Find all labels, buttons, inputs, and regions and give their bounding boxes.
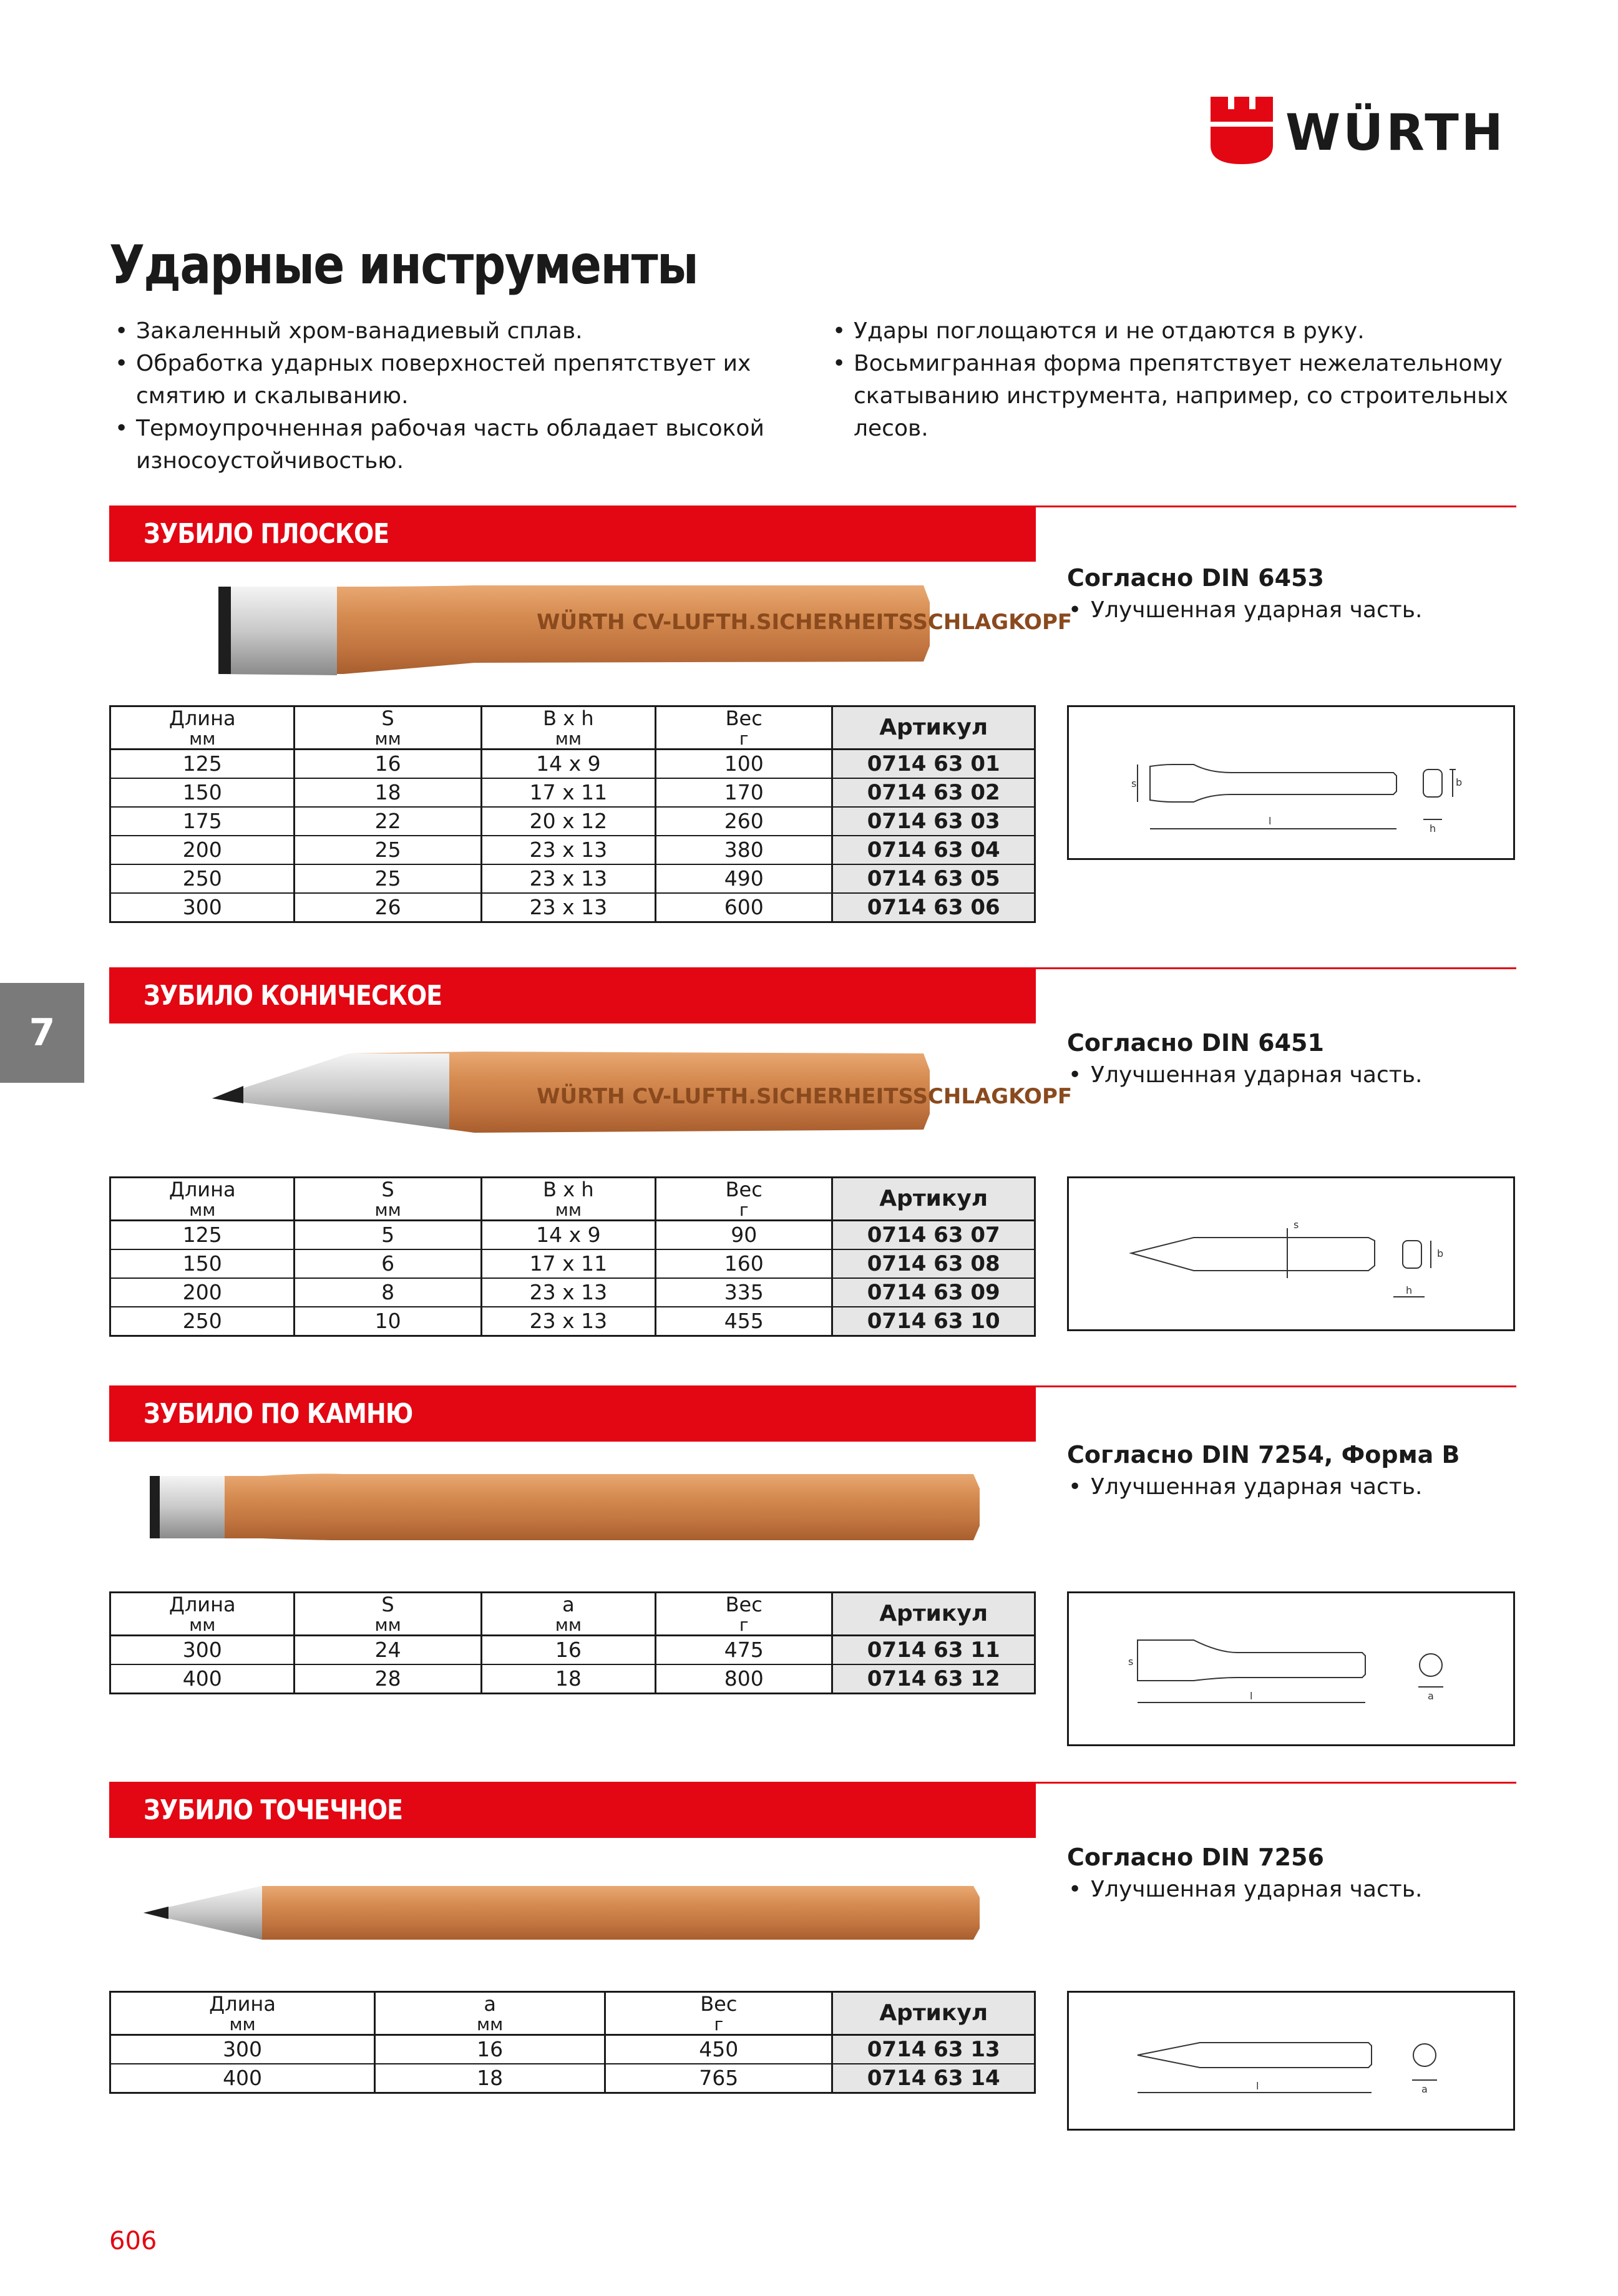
standard-title: Согласно DIN 6453 xyxy=(1067,564,1324,592)
section-title: ЗУБИЛО ПО КАМНЮ xyxy=(144,1398,413,1430)
standard-info xyxy=(1067,1027,1516,1092)
article-number: 0714 63 13 xyxy=(832,2035,1035,2064)
col-s: S мм xyxy=(295,706,481,750)
intro-features-left xyxy=(112,315,805,477)
article-number: 0714 63 06 xyxy=(832,893,1035,922)
col-weight: Вес г xyxy=(656,1178,832,1221)
cone-chisel-image xyxy=(206,1036,1073,1148)
svg-text:a: a xyxy=(1428,1690,1434,1702)
article-number: 0714 63 04 xyxy=(832,836,1035,864)
section-title: ЗУБИЛО КОНИЧЕСКОЕ xyxy=(144,980,442,1012)
table-row: 400 28 18 800 0714 63 12 xyxy=(110,1664,1035,1694)
standard-info xyxy=(1067,1439,1516,1503)
svg-text:s: s xyxy=(1131,778,1137,789)
page-title: Ударные инструменты xyxy=(109,234,698,296)
standard-title: Согласно DIN 6451 xyxy=(1067,1029,1324,1057)
wurth-logo xyxy=(1211,97,1523,165)
article-number: 0714 63 05 xyxy=(832,864,1035,893)
svg-text:l: l xyxy=(1256,2080,1259,2092)
article-number: 0714 63 02 xyxy=(832,778,1035,807)
svg-text:l: l xyxy=(1250,1690,1253,1702)
section-divider xyxy=(1036,967,1516,969)
col-length: Длина мм xyxy=(110,1992,375,2035)
table-row: 400 18 765 0714 63 14 xyxy=(110,2064,1035,2093)
section-divider xyxy=(1036,506,1516,507)
col-length: Длина мм xyxy=(110,1593,295,1636)
section-divider xyxy=(1036,1782,1516,1784)
section-header-cone-chisel xyxy=(109,967,1036,1023)
col-article: Артикул xyxy=(832,706,1035,750)
feature-item: • Удары поглощаются и не отдаются в руку. xyxy=(830,315,1516,348)
engraving-text: WÜRTH CV-LUFTH.SICHERHEITSSCHLAGKOPF xyxy=(537,610,1073,635)
section-title: ЗУБИЛО ТОЧЕЧНОЕ xyxy=(144,1794,403,1826)
article-number: 0714 63 14 xyxy=(832,2064,1035,2093)
table-row: 150 6 17 x 11 160 0714 63 08 xyxy=(110,1249,1035,1278)
svg-text:l: l xyxy=(1269,815,1272,827)
table-row: 300 24 16 475 0714 63 11 xyxy=(110,1636,1035,1665)
svg-text:b: b xyxy=(1456,776,1463,788)
wurth-logo-icon xyxy=(1211,97,1273,164)
page-number: 606 xyxy=(109,2227,157,2255)
col-weight: Вес г xyxy=(656,1593,832,1636)
dimension-drawing-cone-chisel xyxy=(1067,1176,1515,1331)
brand-name: WÜRTH xyxy=(1285,104,1506,162)
col-bxh: B x h мм xyxy=(481,706,655,750)
standard-feature: • Улучшенная ударная часть. xyxy=(1067,1471,1516,1503)
article-number: 0714 63 03 xyxy=(832,807,1035,836)
chapter-tab[interactable]: 7 xyxy=(0,983,84,1083)
svg-text:s: s xyxy=(1128,1656,1134,1668)
table-header-row xyxy=(110,1593,1035,1636)
table-row: 250 10 23 x 13 455 0714 63 10 xyxy=(110,1307,1035,1336)
table-row: 300 26 23 x 13 600 0714 63 06 xyxy=(110,893,1035,922)
svg-text:h: h xyxy=(1430,823,1436,834)
standard-feature: • Улучшенная ударная часть. xyxy=(1067,594,1516,627)
article-number: 0714 63 12 xyxy=(832,1664,1035,1694)
col-length: Длина мм xyxy=(110,706,295,750)
table-row: 200 8 23 x 13 335 0714 63 09 xyxy=(110,1278,1035,1307)
standard-feature: • Улучшенная ударная часть. xyxy=(1067,1059,1516,1092)
table-row: 125 16 14 x 9 100 0714 63 01 xyxy=(110,750,1035,779)
standard-title: Согласно DIN 7256 xyxy=(1067,1844,1324,1871)
article-number: 0714 63 08 xyxy=(832,1249,1035,1278)
section-title: ЗУБИЛО ПЛОСКОЕ xyxy=(144,518,389,550)
table-row: 200 25 23 x 13 380 0714 63 04 xyxy=(110,836,1035,864)
standard-title: Согласно DIN 7254, Форма B xyxy=(1067,1441,1460,1468)
col-article: Артикул xyxy=(832,1992,1035,2035)
col-bxh: B x h мм xyxy=(481,1178,655,1221)
dimension-drawing-flat-chisel xyxy=(1067,705,1515,860)
svg-text:b: b xyxy=(1437,1248,1444,1259)
feature-item: • Закаленный хром-ванадиевый сплав. xyxy=(112,315,805,348)
col-a: a мм xyxy=(375,1992,605,2035)
section-header-flat-chisel xyxy=(109,506,1036,562)
svg-text:h: h xyxy=(1406,1284,1413,1296)
table-row: 150 18 17 x 11 170 0714 63 02 xyxy=(110,778,1035,807)
col-s: S мм xyxy=(295,1593,481,1636)
table-header-row xyxy=(110,706,1035,750)
article-number: 0714 63 11 xyxy=(832,1636,1035,1665)
table-row: 125 5 14 x 9 90 0714 63 07 xyxy=(110,1221,1035,1250)
section-header-stone-chisel xyxy=(109,1385,1036,1442)
standard-info xyxy=(1067,1841,1516,1906)
article-number: 0714 63 09 xyxy=(832,1278,1035,1307)
spec-table-point-chisel xyxy=(109,1991,1036,2094)
feature-item: • Восьмигранная форма препятствует нежелательному скатыванию инструмента, например, со строительных лесов. xyxy=(830,348,1516,445)
svg-text:s: s xyxy=(1294,1219,1299,1231)
article-number: 0714 63 07 xyxy=(832,1221,1035,1250)
table-row: 175 22 20 x 12 260 0714 63 03 xyxy=(110,807,1035,836)
article-number: 0714 63 10 xyxy=(832,1307,1035,1336)
flat-chisel-image xyxy=(212,574,1073,680)
dimension-drawing-point-chisel xyxy=(1067,1991,1515,2131)
standard-feature: • Улучшенная ударная часть. xyxy=(1067,1873,1516,1906)
col-article: Артикул xyxy=(832,1593,1035,1636)
col-a: a мм xyxy=(481,1593,655,1636)
spec-table-stone-chisel xyxy=(109,1591,1036,1694)
standard-info xyxy=(1067,562,1516,627)
table-row: 250 25 23 x 13 490 0714 63 05 xyxy=(110,864,1035,893)
svg-text:a: a xyxy=(1421,2083,1428,2095)
col-weight: Вес г xyxy=(605,1992,832,2035)
spec-table-flat-chisel xyxy=(109,705,1036,923)
section-divider xyxy=(1036,1385,1516,1387)
table-row: 300 16 450 0714 63 13 xyxy=(110,2035,1035,2064)
table-header-row xyxy=(110,1178,1035,1221)
col-weight: Вес г xyxy=(656,706,832,750)
table-header-row xyxy=(110,1992,1035,2035)
feature-item: • Термоупрочненная рабочая часть обладает высокой износоустойчивостью. xyxy=(112,413,805,477)
article-number: 0714 63 01 xyxy=(832,750,1035,779)
point-chisel-image xyxy=(137,1878,992,1947)
intro-features-right xyxy=(830,315,1516,445)
dimension-drawing-stone-chisel xyxy=(1067,1591,1515,1746)
section-header-point-chisel xyxy=(109,1782,1036,1838)
engraving-text: WÜRTH CV-LUFTH.SICHERHEITSSCHLAGKOPF xyxy=(537,1084,1073,1109)
col-s: S мм xyxy=(295,1178,481,1221)
spec-table-cone-chisel xyxy=(109,1176,1036,1337)
feature-item: • Обработка ударных поверхностей препятствует их смятию и скалыванию. xyxy=(112,348,805,413)
col-article: Артикул xyxy=(832,1178,1035,1221)
col-length: Длина мм xyxy=(110,1178,295,1221)
stone-chisel-image xyxy=(137,1460,992,1554)
